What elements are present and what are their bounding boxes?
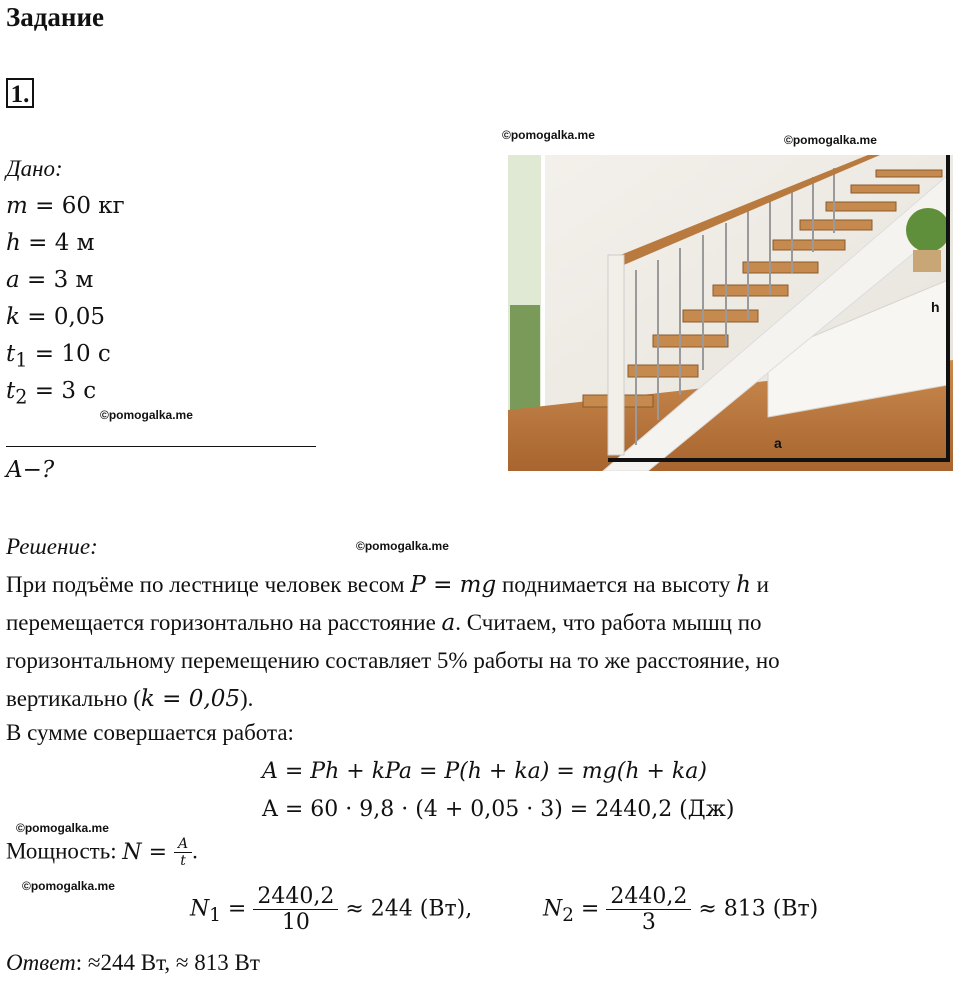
label-a: a [774,435,782,451]
watermark: ©pomogalka.me [100,408,193,422]
watermark: ©pomogalka.me [22,879,115,893]
given-item-coefficient: k = 0,05 [6,304,106,330]
sum-work-text: В сумме совершается работа: [6,720,294,745]
watermark: ©pomogalka.me [784,133,877,147]
given-item-distance: a = 3 м [6,267,94,293]
watermark: ©pomogalka.me [502,128,595,142]
given-item-time2: $t_2 = 3$ с [6,378,97,409]
find-label: A−? [6,457,55,483]
formula-work: A = Ph + kPa = P(h + ka) = mg(h + ka) [262,759,707,784]
formula-work-value: A = 60 · 9,8 · (4 + 0,05 · 3) = 2440,2 (Дж) [262,797,735,822]
label-h: h [931,299,940,315]
power-n2: $N_2$ = $\frac{2440,2}{3}$ ≈ 813 (Вт) [543,884,819,935]
given-item-time1: $t_1 = 10$ с [6,341,111,372]
watermark: ©pomogalka.me [356,539,449,553]
solution-label: Решение: [6,534,98,559]
given-item-mass: m = 60 кг [6,193,125,219]
page-title: Задание [6,2,105,32]
power-formula: Мощность: N = $\frac{A}{t}$ . [6,836,198,869]
given-label: Дано: [6,156,63,181]
solution-text: При подъёме по лестнице человек весом P = mg поднимается на высоту h и перемещается горизонтально на расстояние a. Считаем, что работа мышц по горизонтальному перемещению составляет 5% работы на то же расстояние, но вертикально (k = 0,05). [6,572,780,712]
divider [6,446,316,447]
task-number: 1. [6,78,34,108]
given-item-height: h = 4 м [6,230,95,256]
answer: Ответ: ≈244 Вт, ≈ 813 Вт [6,950,260,975]
watermark: ©pomogalka.me [16,821,109,835]
staircase-photo [508,155,953,471]
power-n1: $N_1$ = $\frac{2440,2}{10}$ ≈ 244 (Вт), [190,884,473,935]
